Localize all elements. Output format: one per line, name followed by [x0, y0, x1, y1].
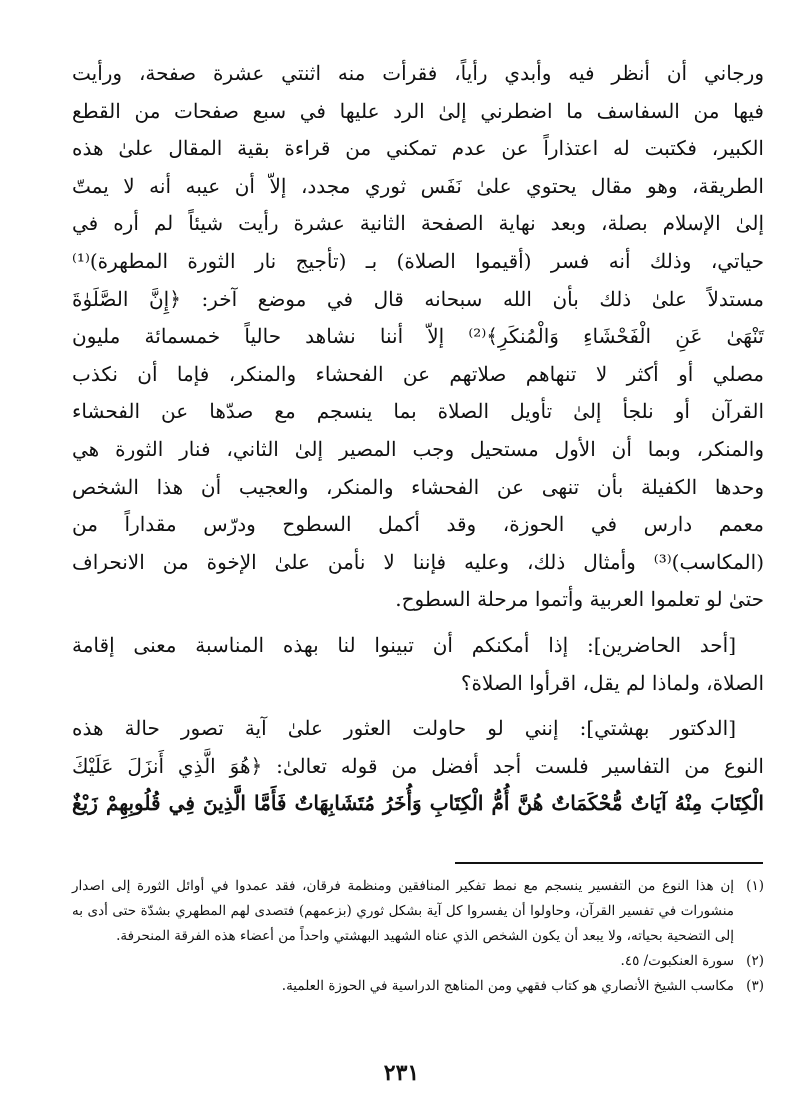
text-line: إلىٰ الإسلام بصلة، وبعد نهاية الصفحة الثانية عشرة رأيت شيئاً لم أره في [72, 211, 764, 236]
text-line: والمنكر، وبما أن الأول مستحيل وجب المصير إلىٰ الثاني، فنار الثورة هي [72, 436, 764, 461]
footnote-number: (١) [746, 878, 764, 894]
footnote-divider [455, 862, 763, 864]
footnote-number: (٣) [746, 978, 764, 994]
text-line: الكبير، فكتبت له اعتذاراً عن عدم تمكني من قراءة بقية المقال علىٰ هذه [72, 136, 764, 161]
footnote-text: إن هذا النوع من التفسير ينسجم مع نمط تفكير المنافقين ومنظمة فرقان، فقد عمدوا في أوائل الثورة إلى اصدار منشورات في تفسير القرآن، وحاولوا أن يفسروا كل آية بشكل ثوري (بزعمهم) فتصدى لهم المطهري بشدّة حتى أدى به إلى التضحية بحياته، ولا يبعد أن يكون الشخص الذي عناه الشهيد البهشتي واحداً من أعضاء هذه الفرقة المنحرفة. [72, 878, 734, 944]
text-line: حياتي، وذلك أنه فسر (أقيموا الصلاة) بـ (تأجيج نار الثورة المطهرة)⁽¹⁾ [72, 248, 764, 273]
footnote-text: مكاسب الشيخ الأنصاري هو كتاب فقهي ومن المناهج الدراسية في الحوزة العلمية. [281, 978, 734, 994]
text-line: النوع من التفاسير فلست أجد أفضل من قوله تعالىٰ: ﴿هُوَ الَّذِي أَنزَلَ عَلَيْكَ [72, 753, 764, 778]
page-number: ٢٣١ [383, 1060, 420, 1086]
text-line: الطريقة، وهو مقال يحتوي علىٰ نَفَس ثوري مجدد، إلاّ أن عيبه أنه لا يمتّ [72, 173, 764, 198]
paragraph-1 [72, 55, 764, 619]
footnote-number: (٢) [746, 953, 764, 969]
paragraph-3 [72, 710, 764, 823]
text-line: ورجاني أن أنظر فيه وأبدي رأياً، فقرأت منه اثنتي عشرة صفحة، ورأيت [72, 61, 764, 85]
text-line: مصلي أو أكثر لا تنهاهم صلاتهم عن الفحشاء والمنكر، فإما أن نكذب [72, 361, 764, 386]
footnotes [72, 874, 764, 999]
text-line: فيها من السفاسف ما اضطرني إلىٰ الرد عليها في سبع صفحات من القطع [72, 98, 764, 123]
text-line: تَنْهَىٰ عَنِ الْفَحْشَاءِ وَالْمُنكَرِ﴾⁽²⁾ إلاّ أننا نشاهد حالياً خمسمائة مليون [72, 324, 765, 349]
text-line: حتىٰ لو تعلموا العربية وأتموا مرحلة السطوح. [395, 587, 764, 612]
footnote [72, 949, 764, 974]
text-line: [الدكتور بهشتي]: إنني لو حاولت العثور علىٰ آية تصور حالة هذه [72, 716, 736, 741]
text-line: مستدلاً علىٰ ذلك بأن الله سبحانه قال في موضع آخر: ﴿إِنَّ الصَّلَوٰةَ [72, 286, 764, 311]
text-line: الصلاة، ولماذا لم يقل، اقرأوا الصلاة؟ [460, 670, 764, 695]
text-line: القرآن أو نلجأ إلىٰ تأويل الصلاة بما ينسجم مع صدّها عن الفحشاء [72, 399, 764, 424]
paragraph-2 [72, 627, 764, 702]
text-line: معمم دارس في الحوزة، وقد أكمل السطوح ودرّس مقداراً من [72, 512, 764, 537]
text-line: [أحد الحاضرين]: إذا أمكنكم أن تبينوا لنا بهذه المناسبة معنى إقامة [72, 632, 736, 657]
footnote [72, 874, 764, 949]
text-line: (المكاسب)⁽³⁾ وأمثال ذلك، وعليه فإننا لا نأمن علىٰ الإخوة من الانحراف [72, 549, 764, 574]
footnote [72, 974, 764, 999]
text-line: وحدها الكفيلة بأن تنهى عن الفحشاء والمنكر، والعجيب أن هذا الشخص [72, 474, 765, 499]
footnote-text: سورة العنكبوت/ ٤٥. [620, 953, 734, 969]
main-text [72, 55, 764, 831]
quran-verse-line: الْكِتَابَ مِنْهُ آيَاتٌ مُّحْكَمَاتٌ هُنَّ أُمُّ الْكِتَابِ وَأُخَرُ مُتَشَابِهَاتٌ فَأَمَّا الَّذِينَ فِي قُلُوبِهِمْ زَيْغٌ [72, 791, 764, 816]
